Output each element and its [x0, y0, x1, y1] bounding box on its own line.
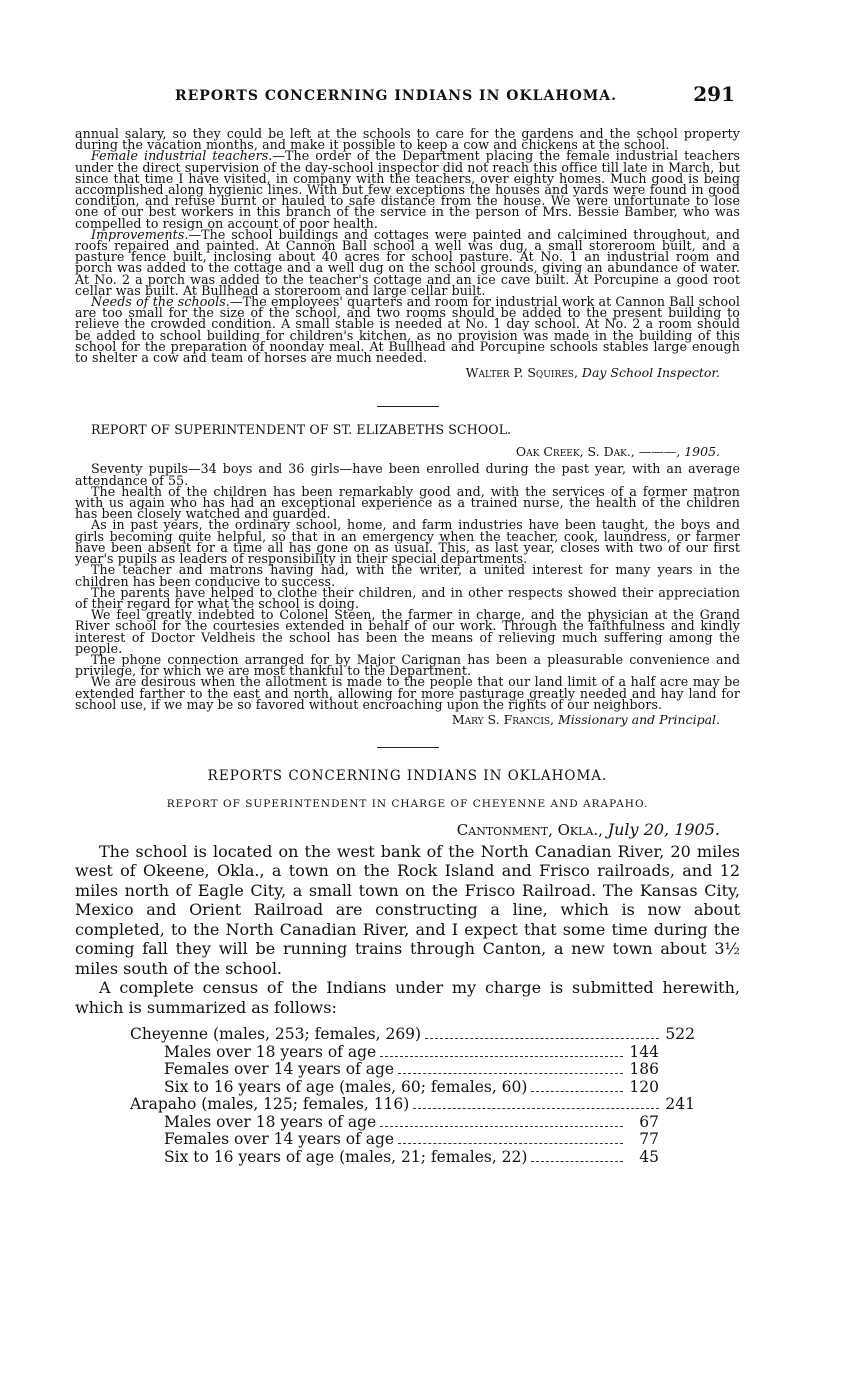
document-page [75, 78, 740, 1165]
census-row [130, 1025, 695, 1043]
census-label: Six to 16 years of age (males, 21; females, 22) [164, 1147, 528, 1166]
oklahoma-section [75, 768, 740, 1166]
dateline-cantonment [75, 820, 720, 839]
text-female-teachers: —The order of the Department placing the female industrial teachers under the direct supervision of the day-school inspector did not reach this office till late in March, but since that time I have visited, in company with the teachers, over eighty homes. Much good is being accomplished along hygienic lines. With but few exceptions the houses and yards were found in good condition, and refuse burnt or hauled to safe distance from the house. We were unfortunate to lose one of our best workers in this branch of the service in the person of Mrs. Bessie Bamber, who was compelled to resign on account of poor health. [75, 148, 740, 231]
census-label: Cheyenne (males, 253; females, 269) [130, 1025, 422, 1044]
section-title-cheyenne-arapaho: REPORT OF SUPERINTENDENT IN CHARGE OF CHEYENNE AND ARAPAHO. [166, 797, 649, 810]
census-label: Females over 14 years of age [164, 1130, 395, 1149]
cheyenne-report-body [75, 842, 740, 1018]
dateline-date: ———, 1905. [638, 444, 720, 460]
census-value: 144 [629, 1042, 659, 1061]
dateline-date: July 20, 1905. [607, 819, 720, 839]
st-elizabeths-paragraphs [75, 461, 740, 712]
lead-female-teachers: Female industrial teachers. [91, 148, 273, 164]
leader-dots [380, 1056, 623, 1057]
page-number: 291 [693, 82, 735, 106]
signature-title: Missionary and Principal. [558, 711, 720, 727]
paragraph: We feel greatly indebted to Colonel Steen, the farmer in charge, and the physician at the Grand River school for the courtesies extended in behalf of our work. Through the faithfulness and kindly interest of Doctor Veldheis the school has been the means of relieving much suffering among the people. [75, 607, 740, 656]
census-value: 522 [665, 1025, 695, 1044]
census-value: 186 [629, 1060, 659, 1079]
paragraph-location: The school is located on the west bank of the North Canadian River, 20 miles west of Okeene, Okla., a town on the Rock Island and Frisco railroads, and 12 miles north of Eagle City, a small town on the Frisco Railroad. The Kansas City, Mexico and Orient Railroad are constructing a line, which is now about completed, to the North Canadian River, and I expect that some time during the coming fall they will be running trains through Canton, a new town about 3½ miles south of the school. [75, 841, 740, 978]
leader-dots [413, 1108, 659, 1109]
text-improvements: —The school buildings and cottages were painted and calcimined throughout, and roofs repaired and painted. At Cannon Ball school a well was dug, a small storeroom built, and a pasture fence built, inclosing about 40 acres for school pasture. At No. 1 an industrial room and porch was added to the cottage and a well dug on the school grounds, giving an abundance of water. At No. 2 a porch was added to the teacher's cottage and an ice cave built. At Porcupine a good root cellar was built. At Bullhead a storeroom and large cellar built. [75, 226, 740, 298]
leader-dots [398, 1073, 623, 1074]
paragraph: We are desirous when the allotment is made to the people that our land limit of a half acre may be extended farther to the east and north, allowing for more pasturage greatly needed and hay land for school use, if we may be so favored without encroaching upon the rights of our neighbors. [75, 674, 740, 712]
dateline-place: Oak Creek, S. Dak., [515, 444, 635, 460]
leader-dots [531, 1161, 623, 1162]
signature-name: Mary S. Francis, [451, 711, 555, 727]
census-value: 77 [639, 1130, 659, 1149]
section-title-st-elizabeths: REPORT OF SUPERINTENDENT OF ST. ELIZABETHS SCHOOL. [91, 422, 512, 438]
paragraph: The phone connection arranged for by Major Carignan has been a pleasurable convenience and privilege, for which we are most thankful to the Department. [75, 651, 740, 679]
census-summary-table [130, 1025, 695, 1165]
census-row [130, 1113, 695, 1131]
signature-squires [75, 365, 720, 380]
running-head: REPORTS CONCERNING INDIANS IN OKLAHOMA. [175, 88, 617, 104]
census-label: Six to 16 years of age (males, 60; females, 60) [164, 1077, 528, 1096]
section-divider [377, 747, 439, 748]
st-elizabeths-report [75, 424, 740, 727]
census-label: Females over 14 years of age [164, 1060, 395, 1079]
census-label: Males over 18 years of age [164, 1042, 377, 1061]
text-needs: —The employees' quarters and room for industrial work at Cannon Ball school are too small for the size of the school, and two rooms should be added to the present building to relieve the crowded condition. A small stable is needed at No. 1 day school. At No. 2 a room should be added to school building for children's kitchen, as no provision was made in the building of this school for the preparation of noonday meal. At Bullhead and Porcupine schools stables large enough to shelter a cow and team of horses are much needed. [75, 294, 740, 366]
census-row [130, 1043, 695, 1061]
page-header [75, 78, 740, 108]
paragraph-female-teachers [75, 148, 740, 231]
leader-dots [425, 1038, 659, 1039]
census-label: Arapaho (males, 125; females, 116) [130, 1095, 410, 1114]
paragraph-needs [75, 294, 740, 366]
census-row [130, 1095, 695, 1113]
census-row [130, 1060, 695, 1078]
paragraph: The teacher and matrons having had, with the writer, a united interest for many years in the children has been conducive to success. [75, 562, 740, 589]
signature-title: Day School Inspector. [581, 365, 720, 381]
paragraph-salary: annual salary, so they could be left at the schools to care for the gardens and the school property during the vacation months, and make it possible to keep a cow and chickens at the school. [75, 126, 740, 153]
lead-needs: Needs of the schools. [91, 294, 230, 310]
inspector-report-continuation [75, 128, 740, 380]
census-value: 120 [629, 1077, 659, 1096]
paragraph: The parents have helped to clothe their children, and in other respects showed their appreciation of their regard for what the school is doing. [75, 584, 740, 611]
census-row [130, 1148, 695, 1166]
census-value: 241 [665, 1095, 695, 1114]
paragraph: The health of the children has been remarkably good and, with the services of a former matron with us again who has had an exceptional experience as a trained nurse, the health of the children has been closely watched and guarded. [75, 483, 740, 522]
leader-dots [398, 1143, 623, 1144]
dateline-oak-creek [75, 444, 720, 459]
major-section-title: REPORTS CONCERNING INDIANS IN OKLAHOMA. [207, 767, 608, 784]
signature-francis [75, 712, 720, 727]
leader-dots [531, 1091, 623, 1092]
paragraph-census-intro: A complete census of the Indians under my charge is submitted herewith, which is summarized as follows: [75, 978, 740, 1017]
paragraph: As in past years, the ordinary school, home, and farm industries have been taught, the boys and girls becoming quite helpful, so that in an emergency when the teacher, cook, laundress, or farmer have been absent for a time all has gone on as usual. This, as last year, closes with two of our first year's pupils as leaders of responsibility in their special departments. [75, 517, 740, 567]
census-row [130, 1130, 695, 1148]
section-divider [377, 406, 439, 407]
paragraph: Seventy pupils—34 boys and 36 girls—have been enrolled during the past year, with an average attendance of 55. [75, 461, 740, 488]
census-label: Males over 18 years of age [164, 1112, 377, 1131]
paragraph-improvements [75, 226, 740, 298]
dateline-place: Cantonment, Okla., [456, 820, 603, 839]
census-value: 45 [639, 1147, 659, 1166]
census-value: 67 [639, 1112, 659, 1131]
signature-name: Walter P. Squires, [465, 365, 578, 381]
census-row [130, 1078, 695, 1096]
leader-dots [380, 1126, 623, 1127]
lead-improvements: Improvements. [91, 226, 189, 242]
